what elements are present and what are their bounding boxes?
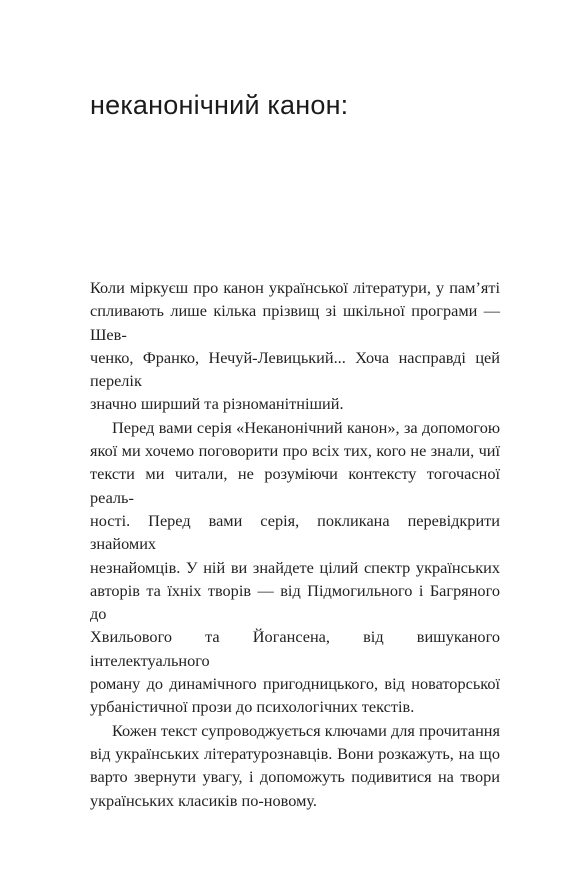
page-title: неканонічний канон: — [90, 90, 349, 120]
text-line: Перед вами серія «Неканонічний канон», за допомогою — [112, 417, 500, 437]
text-line: незнайомців. У ній ви знайдете цілий спектр українських — [90, 557, 500, 577]
paragraph-2 — [90, 416, 500, 719]
text-line: українських класиків по-новому. — [90, 790, 317, 810]
text-line: від українських літературознавців. Вони розкажуть, на що — [90, 743, 500, 763]
text-line: тексти ми читали, не розуміючи контексту тогочасної реаль- — [90, 464, 500, 507]
text-line: якої ми хочемо поговорити про всіх тих, кого не знали, чиї — [90, 441, 500, 461]
text-line: Хвильового та Йогансена, від вишуканого інтелектуального — [90, 627, 500, 670]
text-line: значно ширший та різноманітніший. — [90, 394, 344, 414]
paragraph-3 — [90, 719, 500, 812]
paragraph-1 — [90, 276, 500, 416]
text-line: урбаністичної прози до психологічних текстів. — [90, 697, 415, 717]
text-line: ності. Перед вами серія, покликана перевідкрити знайомих — [90, 510, 500, 554]
text-line: Кожен текст супроводжується ключами для прочитання — [112, 720, 500, 740]
text-line: ченко, Франко, Нечуй-Левицький... Хоча насправді цей перелік — [90, 347, 500, 391]
body-text — [90, 276, 500, 812]
text-line: спливають лише кілька прізвищ зі шкільної програми — Шев- — [90, 301, 500, 344]
text-line: варто звернути увагу, і допоможуть подивитися на твори — [90, 767, 500, 787]
text-line: роману до динамічного пригодницького, від новаторської — [90, 674, 500, 694]
text-line: Коли міркуєш про канон української літератури, у пам’яті — [90, 278, 500, 297]
text-line: авторів та їхніх творів — від Підмогильного і Багряного до — [90, 580, 500, 624]
